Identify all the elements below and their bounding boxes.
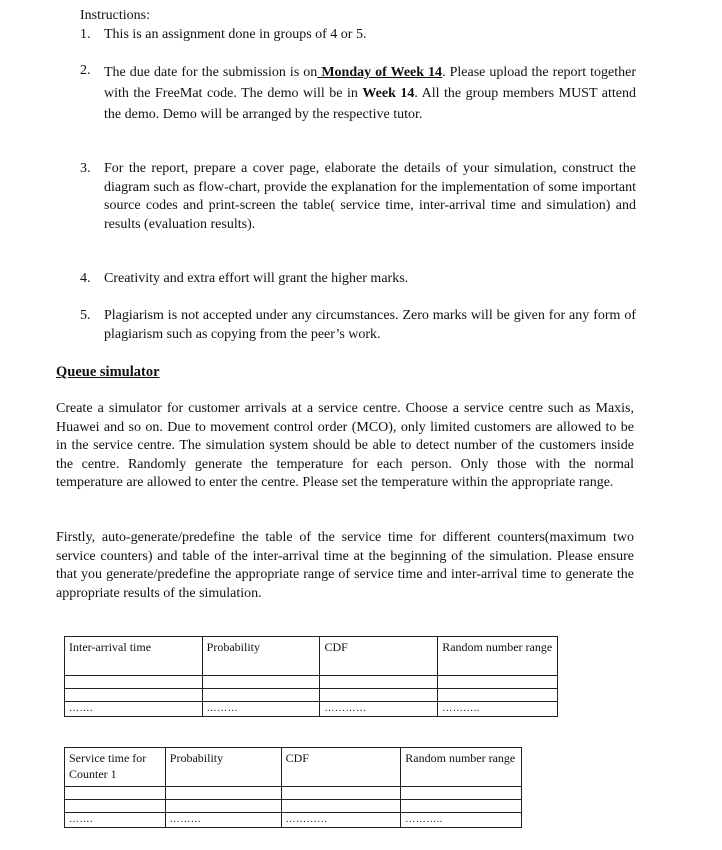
table-cell-dots: ……. (65, 813, 166, 828)
list-text: Plagiarism is not accepted under any circumstances. Zero marks will be given for any form of plagiarism such as copying from the peer’s work. (104, 308, 636, 342)
list-text (104, 62, 636, 125)
due-date-emphasis: Monday of Week 14 (317, 65, 443, 80)
table-cell (165, 800, 281, 813)
table-cell-dots: ………… (320, 702, 438, 717)
table-cell (65, 689, 203, 702)
list-text-part: . Please upload the report together with the FreeMat code. The demo will be in (104, 65, 636, 101)
table-cell (281, 800, 401, 813)
table-cell-dots: ……. (65, 702, 203, 717)
table-cell (65, 787, 166, 800)
table-row (65, 676, 558, 689)
table-cell (438, 689, 558, 702)
list-text: This is an assignment done in groups of 4 or 5. (104, 27, 367, 42)
table-cell (202, 689, 320, 702)
paragraph: Firstly, auto-generate/predefine the table of the service time for different counters(maximum two service counters) and table of the inter-arrival time at the beginning of the simulation. Please ensure that you generate/predefine the appropriate range of service time and inter-arrival time to generate the appropriate results of the simulation. (56, 530, 634, 601)
table-header-cell: Random number range (438, 637, 558, 676)
inter-arrival-table (64, 636, 558, 717)
paragraph: Create a simulator for customer arrivals at a service centre. Choose a service centre such as Maxis, Huawei and so on. Due to movement control order (MCO), only limited customers are allowed to be in the service centre. The simulation system should be able to detect number of the customers inside the centre. Randomly generate the temperature for each person. Only those with the normal temperature are allowed to enter the centre. Please set the temperature within the appropriate range. (56, 401, 634, 490)
table-cell (165, 787, 281, 800)
list-text-part: . All the group members MUST attend the demo. Demo will be arranged by the respective tutor. (104, 86, 636, 122)
list-number: 3. (80, 161, 91, 176)
instructions-title: Instructions: (80, 8, 150, 23)
list-item (80, 26, 636, 45)
table-cell (438, 676, 558, 689)
table-header-row (65, 637, 558, 676)
table-header-cell: Probability (202, 637, 320, 676)
table-header-cell: CDF (281, 748, 401, 787)
demo-week-emphasis: Week 14 (362, 86, 415, 101)
table-cell (65, 800, 166, 813)
table-cell (320, 676, 438, 689)
list-item (80, 270, 636, 289)
table-cell (401, 787, 522, 800)
table-cell (65, 676, 203, 689)
table-cell (202, 676, 320, 689)
table-cell (401, 800, 522, 813)
list-number: 1. (80, 27, 91, 42)
list-text-part: The due date for the submission is on (104, 65, 318, 80)
table-header-cell: Service time for Counter 1 (65, 748, 166, 787)
table-cell-dots: ……… (165, 813, 281, 828)
table-cell-dots: ……… (202, 702, 320, 717)
table-row (65, 702, 558, 717)
table-header-cell: Random number range (401, 748, 522, 787)
list-number: 5. (80, 308, 91, 323)
table-cell-dots: ……….. (401, 813, 522, 828)
table-header-row (65, 748, 522, 787)
table-cell (281, 787, 401, 800)
table-row (65, 800, 522, 813)
table-cell (320, 689, 438, 702)
table-header-cell: CDF (320, 637, 438, 676)
list-number: 2. (80, 63, 91, 78)
list-item (80, 307, 636, 344)
table-row (65, 787, 522, 800)
list-item (80, 62, 636, 125)
section-heading: Queue simulator (56, 364, 160, 380)
table-header-cell: Probability (165, 748, 281, 787)
table-header-cell: Inter-arrival time (65, 637, 203, 676)
service-time-table (64, 747, 522, 828)
table-row (65, 689, 558, 702)
list-number: 4. (80, 271, 91, 286)
table-cell-dots: ………… (281, 813, 401, 828)
list-item (80, 160, 636, 234)
table-cell-dots: ……….. (438, 702, 558, 717)
list-text: For the report, prepare a cover page, elaborate the details of your simulation, construct the diagram such as flow-chart, provide the explanation for the implementation of some important source codes and print-screen the table( service time, inter-arrival time and simulation) and results (evaluation results). (104, 161, 636, 232)
table-row (65, 813, 522, 828)
list-text: Creativity and extra effort will grant the higher marks. (104, 271, 409, 286)
